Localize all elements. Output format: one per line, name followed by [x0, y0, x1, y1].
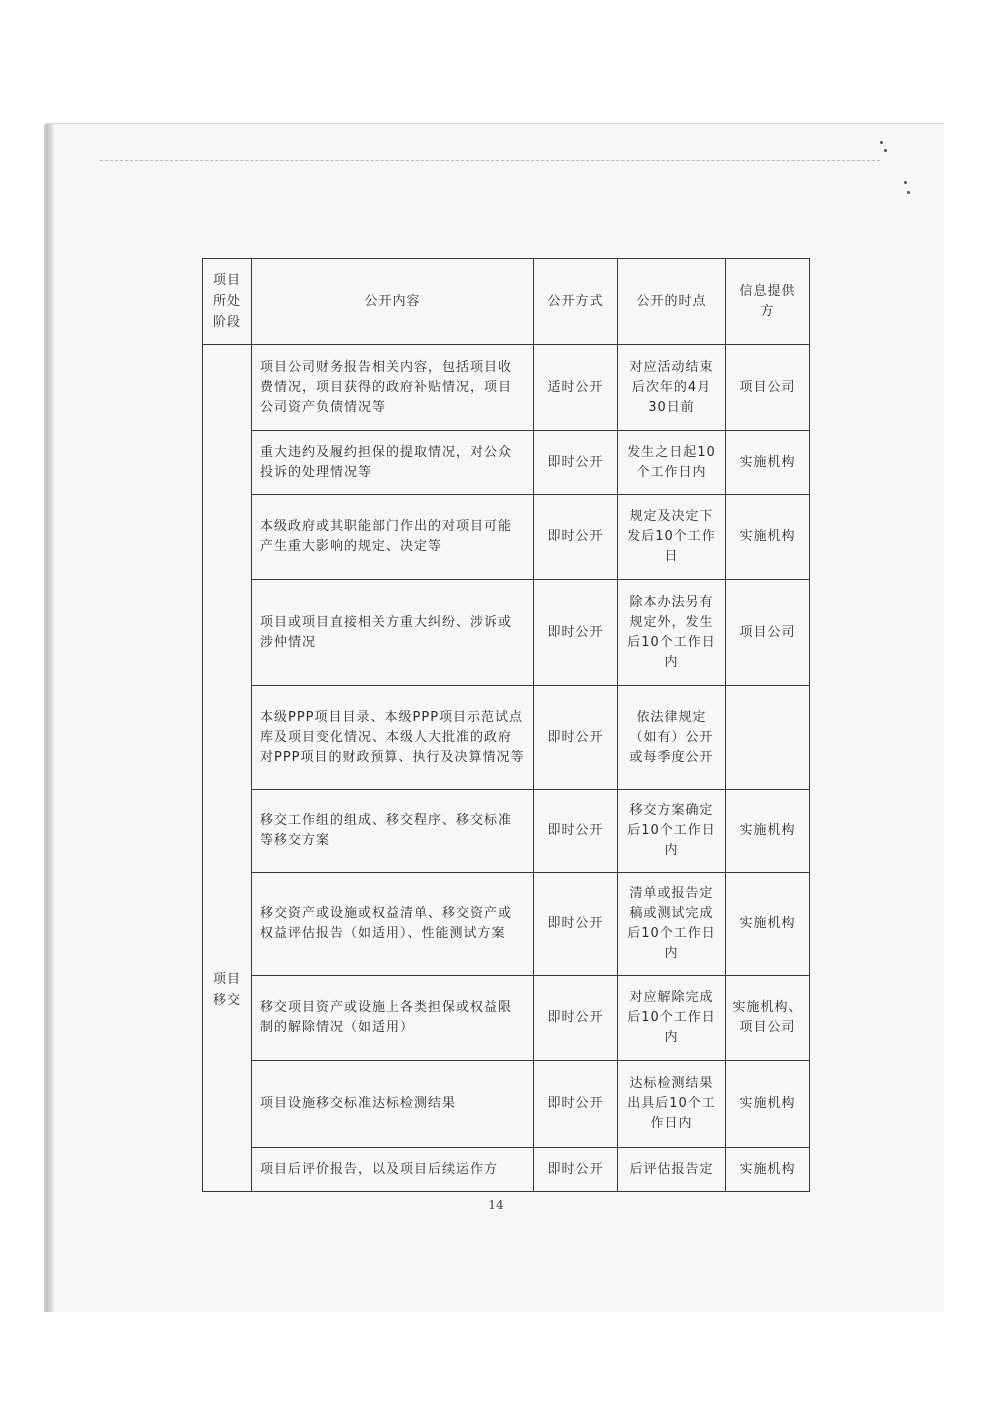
time-cell: 后评估报告定: [618, 1148, 726, 1192]
content-cell: 本级政府或其职能部门作出的对项目可能产生重大影响的规定、决定等: [252, 495, 534, 580]
content-cell: 项目公司财务报告相关内容，包括项目收费情况，项目获得的政府补贴情况，项目公司资产负债情况等: [252, 345, 534, 431]
provider-cell: 实施机构: [726, 1061, 810, 1148]
content-cell: 移交工作组的组成、移交程序、移交标准等移交方案: [252, 790, 534, 873]
provider-cell: 实施机构: [726, 873, 810, 976]
speck: [880, 141, 883, 144]
content-cell: 本级PPP项目目录、本级PPP项目示范试点库及项目变化情况、本级人大批准的政府对PPP项目的财政预算、执行及决算情况等: [252, 686, 534, 790]
page-edge-shadow: [46, 124, 54, 1312]
table-header-row: [203, 259, 810, 345]
mode-cell: 即时公开: [534, 580, 618, 686]
mode-cell: 即时公开: [534, 976, 618, 1061]
time-cell: 除本办法另有规定外，发生后10个工作日内: [618, 580, 726, 686]
content-cell: 项目后评价报告，以及项目后续运作方: [252, 1148, 534, 1192]
content-cell: 项目设施移交标准达标检测结果: [252, 1061, 534, 1148]
provider-cell: 实施机构: [726, 495, 810, 580]
content-cell: 移交资产或设施或权益清单、移交资产或权益评估报告（如适用）、性能测试方案: [252, 873, 534, 976]
speck: [904, 181, 907, 184]
time-cell: 对应解除完成后10个工作日内: [618, 976, 726, 1061]
time-cell: 移交方案确定后10个工作日内: [618, 790, 726, 873]
scan-specks: [870, 135, 920, 205]
provider-cell: [726, 686, 810, 790]
provider-cell: 实施机构: [726, 1148, 810, 1192]
provider-cell: 实施机构、项目公司: [726, 976, 810, 1061]
table-row: [203, 345, 810, 431]
table-row: [203, 873, 810, 976]
time-cell: 发生之日起10个工作日内: [618, 431, 726, 495]
table-row: [203, 580, 810, 686]
disclosure-table: [202, 258, 810, 1192]
table-row: [203, 686, 810, 790]
time-cell: 规定及决定下发后10个工作日: [618, 495, 726, 580]
stage-cell-empty: [203, 345, 252, 790]
mode-cell: 即时公开: [534, 873, 618, 976]
mode-cell: 即时公开: [534, 686, 618, 790]
provider-cell: 实施机构: [726, 790, 810, 873]
content-cell: 重大违约及履约担保的提取情况，对公众投诉的处理情况等: [252, 431, 534, 495]
provider-cell: 实施机构: [726, 431, 810, 495]
header-content: 公开内容: [252, 259, 534, 345]
table-row: [203, 1148, 810, 1192]
stage-cell-transfer: 项目 移交: [203, 790, 252, 1192]
content-cell: 项目或项目直接相关方重大纠纷、涉诉或涉仲情况: [252, 580, 534, 686]
speck: [884, 149, 887, 152]
mode-cell: 即时公开: [534, 431, 618, 495]
content-cell: 移交项目资产或设施上各类担保或权益限制的解除情况（如适用）: [252, 976, 534, 1061]
table-row: [203, 790, 810, 873]
header-provider: 信息提供 方: [726, 259, 810, 345]
mode-cell: 即时公开: [534, 1148, 618, 1192]
mode-cell: 即时公开: [534, 495, 618, 580]
table-row: [203, 495, 810, 580]
time-cell: 依法律规定（如有）公开或每季度公开: [618, 686, 726, 790]
mode-cell: 即时公开: [534, 1061, 618, 1148]
page-number: 14: [488, 1198, 504, 1212]
mode-cell: 即时公开: [534, 790, 618, 873]
header-mode: 公开方式: [534, 259, 618, 345]
time-cell: 达标检测结果出具后10个工作日内: [618, 1061, 726, 1148]
table-row: [203, 976, 810, 1061]
table-row: [203, 1061, 810, 1148]
header-time: 公开的时点: [618, 259, 726, 345]
table-row: [203, 431, 810, 495]
header-stage: 项目 所处 阶段: [203, 259, 252, 345]
provider-cell: 项目公司: [726, 345, 810, 431]
mode-cell: 适时公开: [534, 345, 618, 431]
header-rule: [100, 160, 880, 161]
provider-cell: 项目公司: [726, 580, 810, 686]
speck: [907, 191, 910, 194]
time-cell: 清单或报告定稿或测试完成后10个工作日内: [618, 873, 726, 976]
time-cell: 对应活动结束后次年的4月30日前: [618, 345, 726, 431]
